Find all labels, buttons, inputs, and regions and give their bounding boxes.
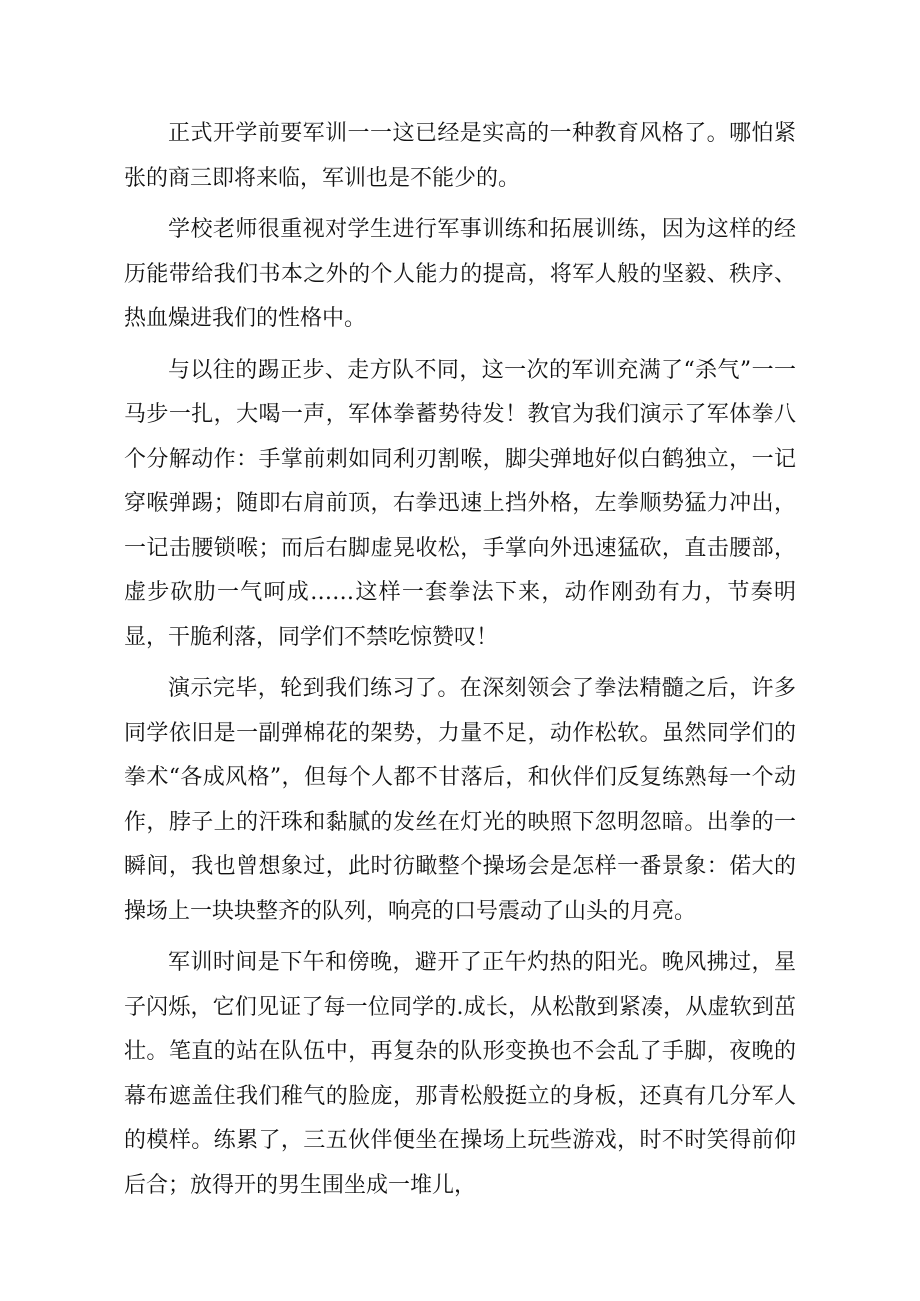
paragraph-1: 正式开学前要军训一一这已经是实高的一种教育风格了。哪怕紧张的商三即将来临，军训也是不能少的。 xyxy=(124,121,796,191)
paragraph-5: 军训时间是下午和傍晚，避开了正午灼热的阳光。晚风拂过，星子闪烁，它们见证了每一位同学的.成长，从松散到紧凑，从虚软到茁壮。笔直的站在队伍中，再复杂的队形变换也不会乱了手脚，夜晚的幕布遮盖住我们稚气的脸庞，那青松般挺立的身板，还真有几分军人的模样。练累了，三五伙伴便坐在操场上玩些游戏，时不时笑得前仰后合；放得开的男生围坐成一堆儿， xyxy=(124,950,796,1198)
document-body xyxy=(124,112,796,1215)
paragraph-2: 学校老师很重视对学生进行军事训练和拓展训练，因为这样的经历能带给我们书本之外的个人能力的提高，将军人般的坚毅、秩序、热血燥进我们的性格中。 xyxy=(124,217,796,331)
paragraph-3: 与以往的踢正步、走方队不同，这一次的军训充满了“杀气”一一马步一扎，大喝一声，军体拳蓄势待发！教官为我们演示了军体拳八个分解动作：手掌前刺如同利刃割喉，脚尖弹地好似白鹤独立，一记穿喉弹踢；随即右肩前顶，右拳迅速上挡外格，左拳顺势猛力冲出，一记击腰锁喉；而后右脚虚晃收松，手掌向外迅速猛砍，直击腰部，虚步砍肋一气呵成……这样一套拳法下来，动作刚劲有力，节奏明显，干脆利落，同学们不禁吃惊赞叹！ xyxy=(124,357,796,650)
paragraph-4: 演示完毕，轮到我们练习了。在深刻领会了拳法精髓之后，许多同学依旧是一副弹棉花的架势，力量不足，动作松软。虽然同学们的拳术“各成风格”，但每个人都不甘落后，和伙伴们反复练熟每一个动作，脖子上的汗珠和黏腻的发丝在灯光的映照下忽明忽暗。出拳的一瞬间，我也曾想象过，此时彷瞰整个操场会是怎样一番景象：偌大的操场上一块块整齐的队列，响亮的口号震动了山头的月亮。 xyxy=(124,676,796,924)
